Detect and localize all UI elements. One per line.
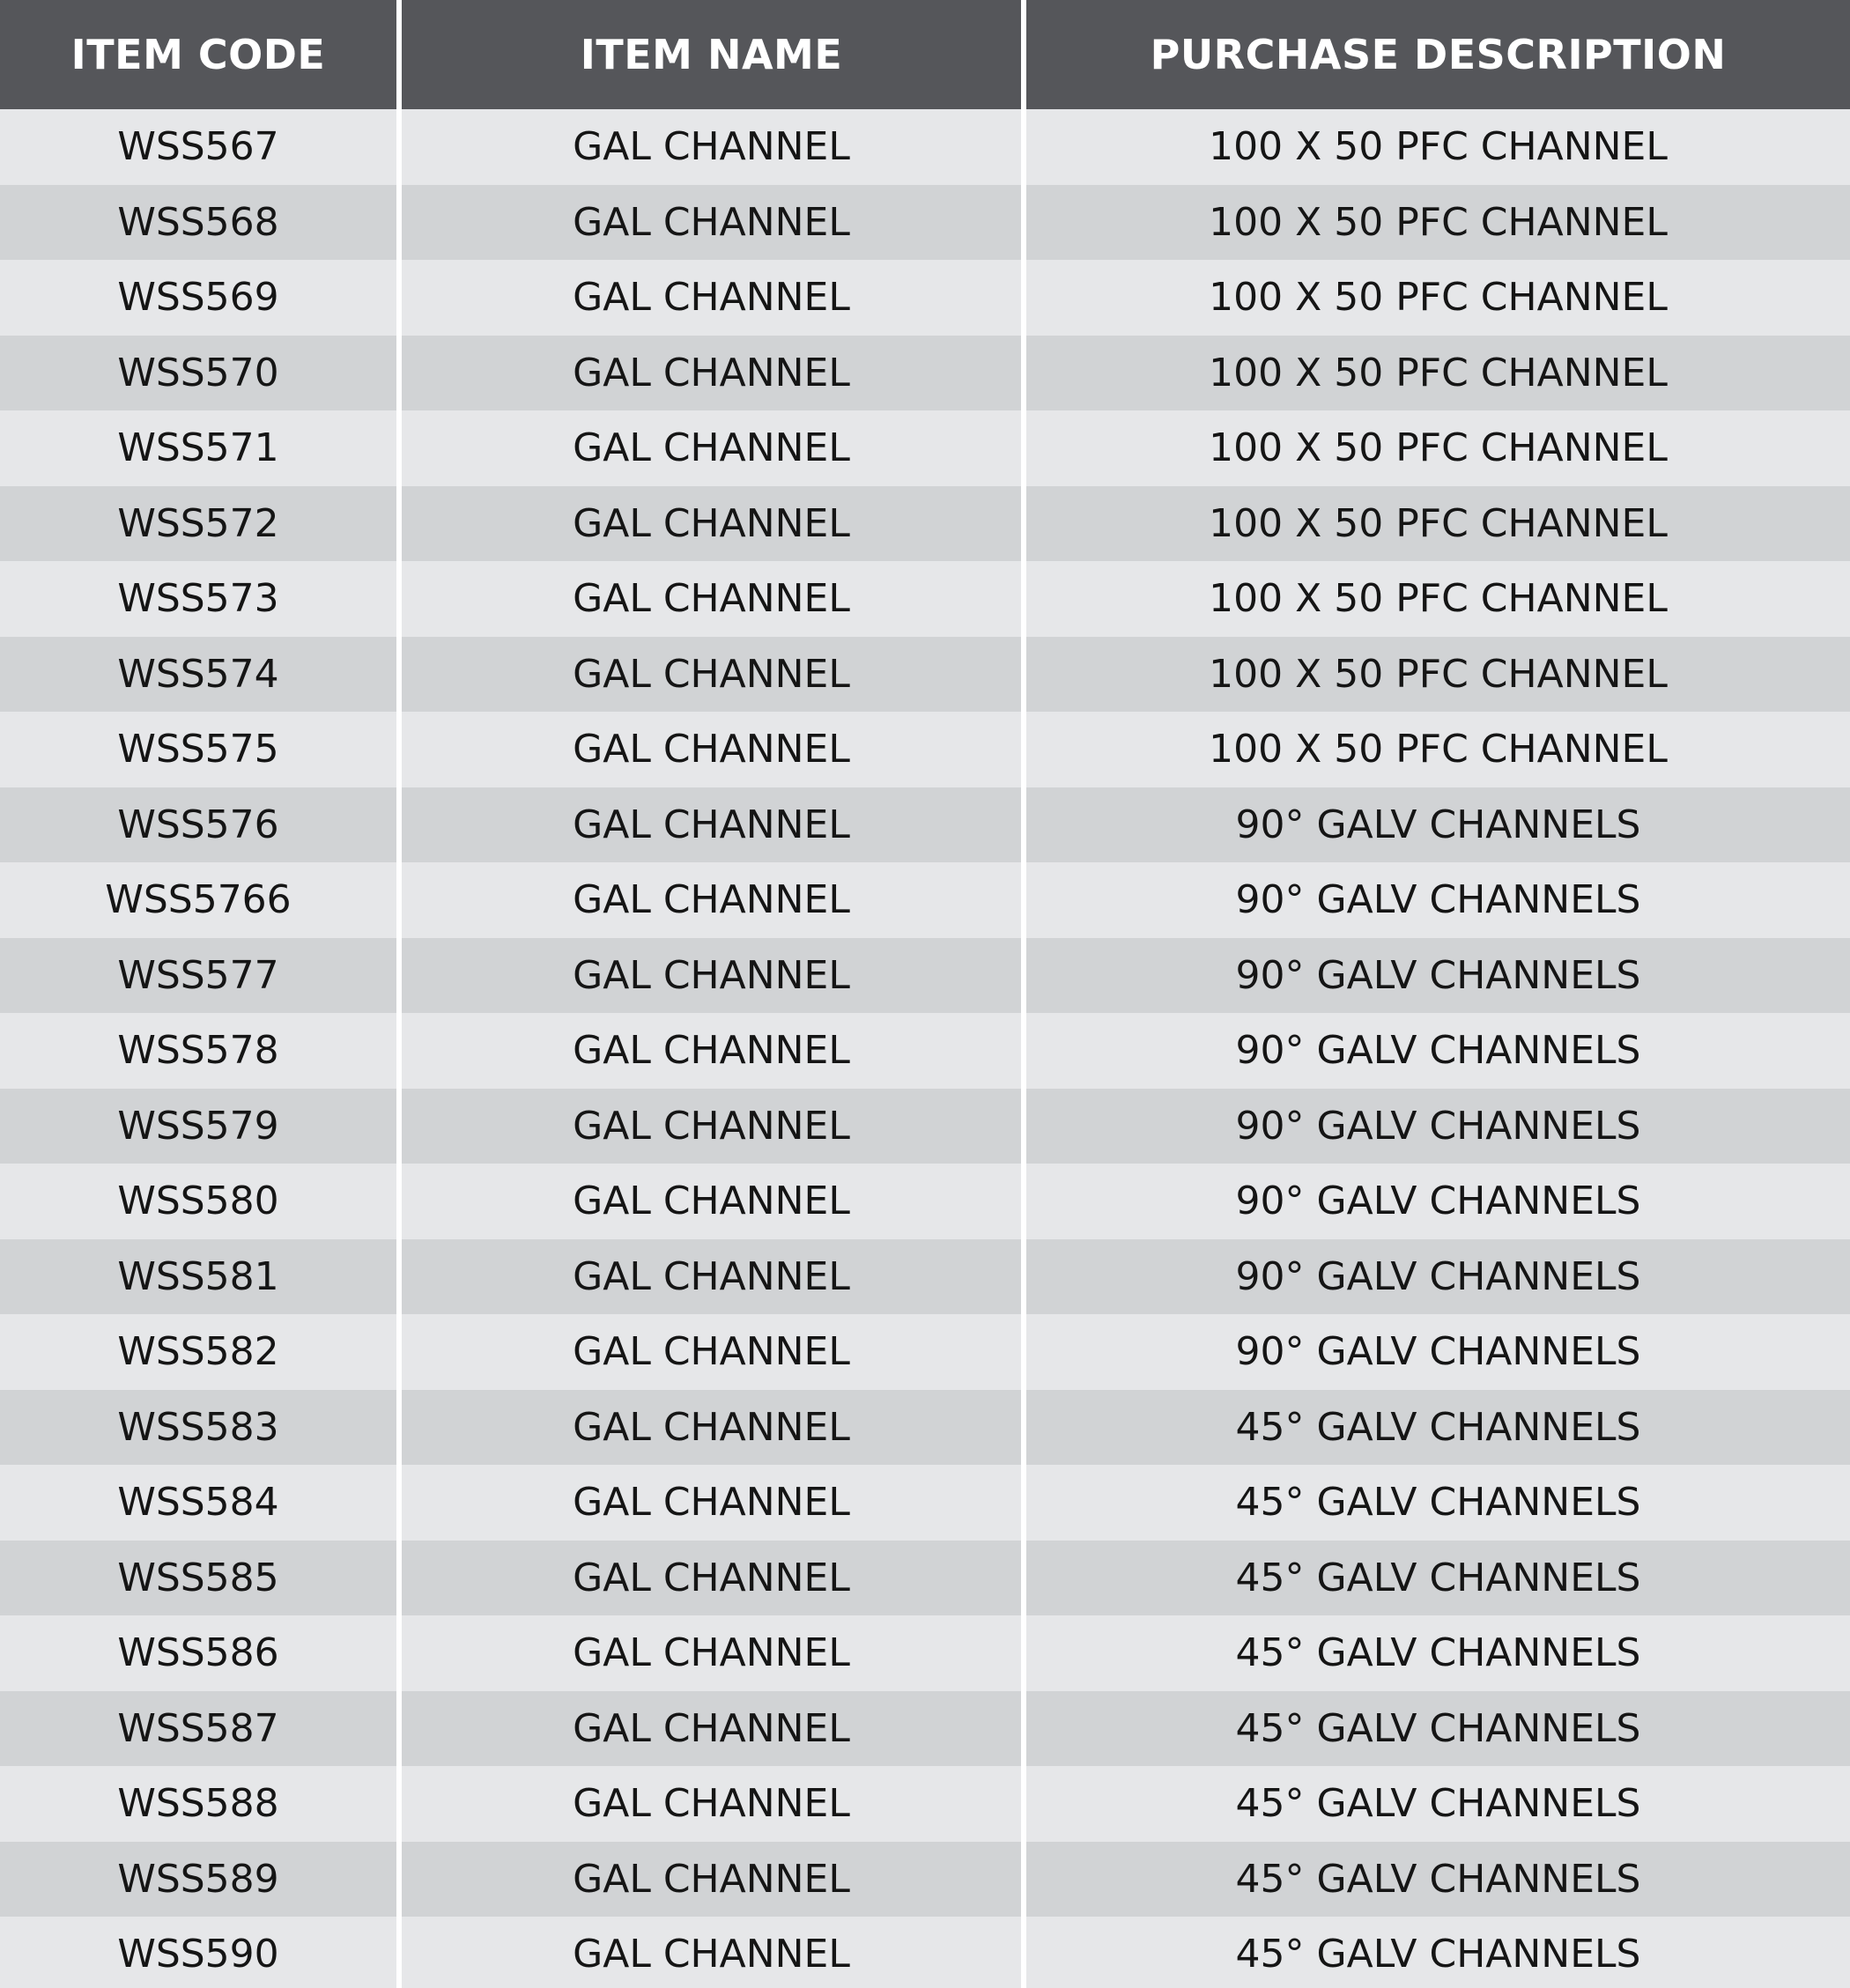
header-item-name: ITEM NAME xyxy=(399,0,1024,109)
table-row xyxy=(0,1615,1850,1691)
item-name-cell: GAL CHANNEL xyxy=(399,637,1024,713)
purchase-description-cell: 100 X 50 PFC CHANNEL xyxy=(1024,410,1850,486)
purchase-description-cell: 45° GALV CHANNELS xyxy=(1024,1842,1850,1918)
item-code-cell: WSS584 xyxy=(0,1465,399,1541)
item-name-cell: GAL CHANNEL xyxy=(399,1917,1024,1988)
table-row xyxy=(0,1089,1850,1164)
table-row xyxy=(0,1917,1850,1988)
item-name-cell: GAL CHANNEL xyxy=(399,1615,1024,1691)
item-name-cell: GAL CHANNEL xyxy=(399,336,1024,411)
purchase-description-cell: 90° GALV CHANNELS xyxy=(1024,1314,1850,1390)
table-row xyxy=(0,1314,1850,1390)
purchase-description-cell: 90° GALV CHANNELS xyxy=(1024,1013,1850,1089)
table-body xyxy=(0,109,1850,1988)
purchase-description-cell: 45° GALV CHANNELS xyxy=(1024,1615,1850,1691)
item-code-cell: WSS580 xyxy=(0,1164,399,1239)
table-row xyxy=(0,938,1850,1014)
item-code-cell: WSS586 xyxy=(0,1615,399,1691)
table-row xyxy=(0,637,1850,713)
purchase-description-cell: 45° GALV CHANNELS xyxy=(1024,1390,1850,1466)
table-row xyxy=(0,862,1850,938)
purchase-description-cell: 45° GALV CHANNELS xyxy=(1024,1917,1850,1988)
item-code-cell: WSS576 xyxy=(0,787,399,863)
item-code-cell: WSS577 xyxy=(0,938,399,1014)
purchase-description-cell: 45° GALV CHANNELS xyxy=(1024,1691,1850,1767)
item-code-cell: WSS585 xyxy=(0,1541,399,1616)
table-row xyxy=(0,1164,1850,1239)
table-row xyxy=(0,260,1850,336)
table-row xyxy=(0,486,1850,562)
item-code-cell: WSS581 xyxy=(0,1239,399,1315)
item-name-cell: GAL CHANNEL xyxy=(399,561,1024,637)
purchase-description-cell: 100 X 50 PFC CHANNEL xyxy=(1024,712,1850,787)
purchase-description-cell: 100 X 50 PFC CHANNEL xyxy=(1024,637,1850,713)
item-code-cell: WSS579 xyxy=(0,1089,399,1164)
item-name-cell: GAL CHANNEL xyxy=(399,787,1024,863)
purchase-description-cell: 90° GALV CHANNELS xyxy=(1024,1089,1850,1164)
table-row xyxy=(0,1013,1850,1089)
item-name-cell: GAL CHANNEL xyxy=(399,1239,1024,1315)
table-row xyxy=(0,410,1850,486)
table-row xyxy=(0,109,1850,185)
item-code-cell: WSS568 xyxy=(0,185,399,261)
purchase-description-cell: 100 X 50 PFC CHANNEL xyxy=(1024,185,1850,261)
purchase-description-cell: 100 X 50 PFC CHANNEL xyxy=(1024,486,1850,562)
table-row xyxy=(0,787,1850,863)
purchase-description-cell: 45° GALV CHANNELS xyxy=(1024,1465,1850,1541)
table-row xyxy=(0,336,1850,411)
purchase-description-cell: 90° GALV CHANNELS xyxy=(1024,1239,1850,1315)
item-name-cell: GAL CHANNEL xyxy=(399,1842,1024,1918)
item-name-cell: GAL CHANNEL xyxy=(399,1314,1024,1390)
item-code-cell: WSS5766 xyxy=(0,862,399,938)
item-code-cell: WSS575 xyxy=(0,712,399,787)
table-header xyxy=(0,0,1850,109)
item-code-cell: WSS590 xyxy=(0,1917,399,1988)
table-row xyxy=(0,561,1850,637)
purchase-description-cell: 100 X 50 PFC CHANNEL xyxy=(1024,109,1850,185)
item-name-cell: GAL CHANNEL xyxy=(399,1766,1024,1842)
table-row xyxy=(0,1691,1850,1767)
item-name-cell: GAL CHANNEL xyxy=(399,260,1024,336)
table-row xyxy=(0,1465,1850,1541)
header-item-code: ITEM CODE xyxy=(0,0,399,109)
item-name-cell: GAL CHANNEL xyxy=(399,862,1024,938)
item-name-cell: GAL CHANNEL xyxy=(399,938,1024,1014)
item-code-cell: WSS571 xyxy=(0,410,399,486)
header-row xyxy=(0,0,1850,109)
item-code-cell: WSS569 xyxy=(0,260,399,336)
purchase-description-cell: 45° GALV CHANNELS xyxy=(1024,1541,1850,1616)
item-code-cell: WSS570 xyxy=(0,336,399,411)
item-code-cell: WSS574 xyxy=(0,637,399,713)
item-name-cell: GAL CHANNEL xyxy=(399,1089,1024,1164)
purchase-description-cell: 100 X 50 PFC CHANNEL xyxy=(1024,561,1850,637)
item-code-cell: WSS567 xyxy=(0,109,399,185)
purchase-description-cell: 90° GALV CHANNELS xyxy=(1024,787,1850,863)
purchase-description-cell: 100 X 50 PFC CHANNEL xyxy=(1024,336,1850,411)
item-name-cell: GAL CHANNEL xyxy=(399,1691,1024,1767)
table-row xyxy=(0,1541,1850,1616)
item-name-cell: GAL CHANNEL xyxy=(399,486,1024,562)
item-code-cell: WSS589 xyxy=(0,1842,399,1918)
table-row xyxy=(0,1239,1850,1315)
purchase-description-cell: 90° GALV CHANNELS xyxy=(1024,862,1850,938)
table-row xyxy=(0,1390,1850,1466)
item-name-cell: GAL CHANNEL xyxy=(399,1465,1024,1541)
item-name-cell: GAL CHANNEL xyxy=(399,1013,1024,1089)
item-code-cell: WSS588 xyxy=(0,1766,399,1842)
purchase-description-cell: 90° GALV CHANNELS xyxy=(1024,1164,1850,1239)
item-code-cell: WSS572 xyxy=(0,486,399,562)
table-row xyxy=(0,712,1850,787)
item-name-cell: GAL CHANNEL xyxy=(399,712,1024,787)
item-code-cell: WSS582 xyxy=(0,1314,399,1390)
table-row xyxy=(0,1766,1850,1842)
item-code-cell: WSS578 xyxy=(0,1013,399,1089)
item-name-cell: GAL CHANNEL xyxy=(399,185,1024,261)
purchase-description-cell: 90° GALV CHANNELS xyxy=(1024,938,1850,1014)
item-code-cell: WSS573 xyxy=(0,561,399,637)
item-name-cell: GAL CHANNEL xyxy=(399,1541,1024,1616)
item-name-cell: GAL CHANNEL xyxy=(399,410,1024,486)
purchase-description-cell: 100 X 50 PFC CHANNEL xyxy=(1024,260,1850,336)
item-code-cell: WSS587 xyxy=(0,1691,399,1767)
item-code-cell: WSS583 xyxy=(0,1390,399,1466)
purchase-description-cell: 45° GALV CHANNELS xyxy=(1024,1766,1850,1842)
item-name-cell: GAL CHANNEL xyxy=(399,1390,1024,1466)
table-row xyxy=(0,1842,1850,1918)
item-name-cell: GAL CHANNEL xyxy=(399,1164,1024,1239)
header-purchase-description: PURCHASE DESCRIPTION xyxy=(1024,0,1850,109)
table-row xyxy=(0,185,1850,261)
item-name-cell: GAL CHANNEL xyxy=(399,109,1024,185)
